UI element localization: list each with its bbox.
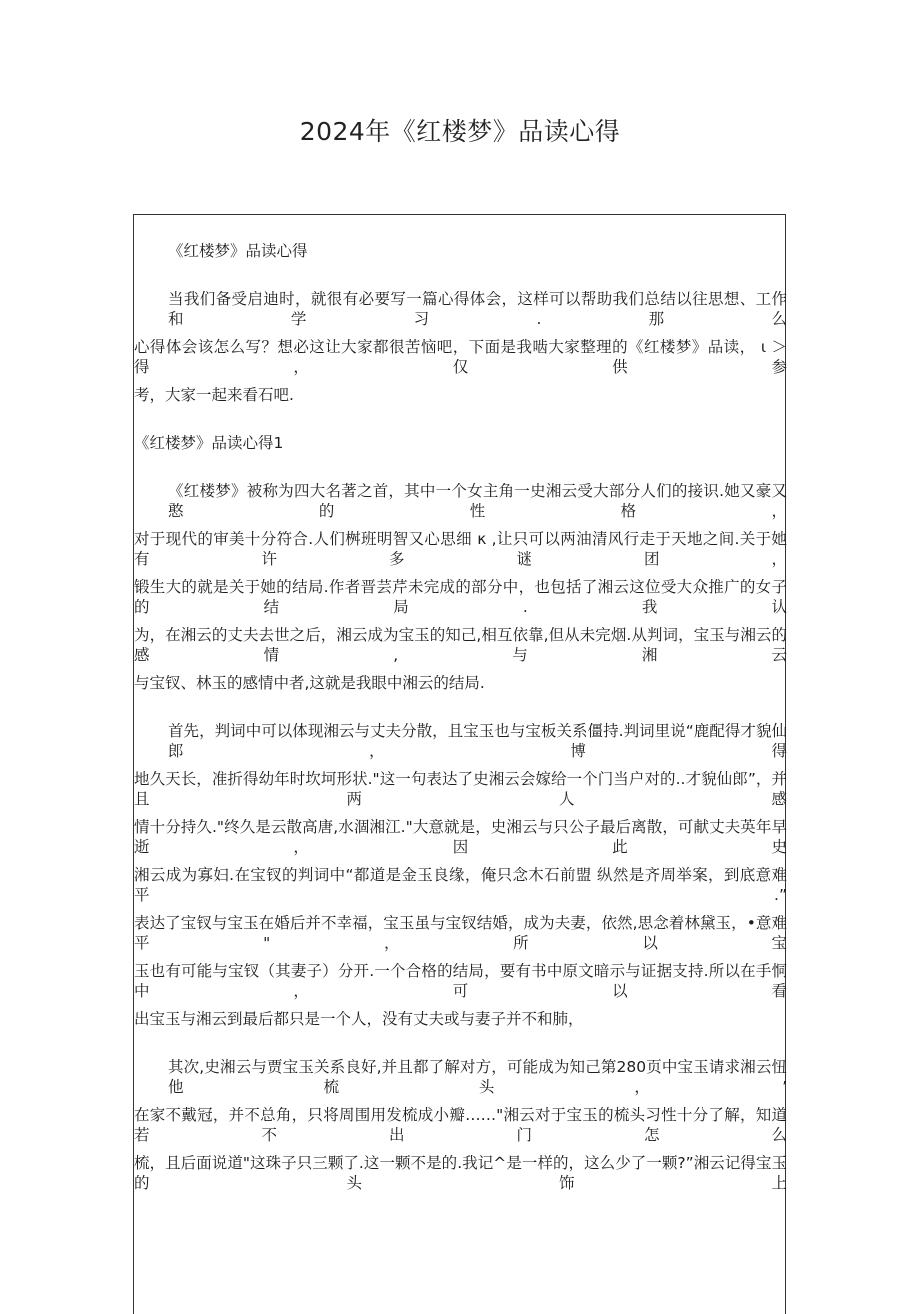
paragraph-line: 梳，且后面说道"这珠子只三颗了.这一颗不是的.我记^是一样的，这么少了一颗?”湘云记得宝玉的头饰上 [134,1154,787,1192]
content-box [133,214,786,1314]
paragraph-line: 当我们备受启迪时，就很有必要写一篇心得体会，这样可以帮助我们总结以往思想、工作和学习.那么 [168,290,787,328]
section-heading: 《红楼梦》品读心得 [168,242,308,260]
paragraph-line: 考，大家一起来看石吧. [134,386,294,404]
paragraph-line: 首先，判词中可以体现湘云与丈夫分散，且宝玉也与宝板关系僵持.判词里说“鹿配得才貌仙郎，博得 [168,722,787,760]
paragraph-line: 锻生大的就是关于她的结局.作者晋芸芹未完成的部分中，也包括了湘云这位受大众推广的女子的结局.我认 [134,578,787,616]
paragraph-line: 心得体会该怎么写？想必这让大家都很苦恼吧，下面是我啮大家整理的《红楼梦》品读， ι ＞得，仅供参 [134,338,787,376]
paragraph-line: 地久天长，准折得幼年时坎坷形状."这一句表达了史湘云会嫁给一个门当户对的..才貌仙郎”，并且两人感 [134,770,787,808]
document-title: 2024年《红楼梦》品读心得 [299,117,621,146]
paragraph-line: 其次,史湘云与贾宝玉关系良好,并且都了解对方，可能成为知己第280页中宝玉请求湘云忸他梳头，’ [168,1058,787,1096]
section-heading: 《红楼梦》品读心得1 [134,434,284,452]
paragraph-line: 对于现代的审美十分符合.人们桝班明智又心思细 κ ,让只可以两油清风行走于天地之间.关于她有许多谜团， [134,530,787,568]
paragraph-line: 与宝钗、林玉的感情中者,这就是我眼中湘云的结局. [134,674,485,692]
paragraph-line: 表达了宝钗与宝玉在婚后并不幸福，宝玉虽与宝钗结婚，成为夫妻，依然,思念着林黛玉，•意难平"，所以宝 [134,914,787,952]
paragraph-line: 情十分持久."终久是云散高唐,水涸湘江."大意就是，史湘云与只公子最后离散，可献丈夫英年早逝，因此史 [134,818,787,856]
paragraph-line: 玉也有可能与宝钗（其妻子）分开.一个合格的结局，要有书中原文暗示与证据支持.所以在手恫中，可以看 [134,962,787,1000]
paragraph-line: 湘云成为寡妇.在宝钗的判词中“都道是金玉良缘，俺只念木石前盟 纵然是齐周举案，到底意难平.” [134,866,787,904]
paragraph-line: 为，在湘云的丈夫去世之后，湘云成为宝玉的知己,相互依靠,但从未完烟.从判词，宝玉与湘云的感情,与湘云 [134,626,787,664]
paragraph-line: 在家不戴冠，并不总角，只将周围用发梳成小瓣……"湘云对于宝玉的梳头习性十分了解，知道若不出门怎么 [134,1106,787,1144]
paragraph-line: 《红楼梦》被称为四大名著之首，其中一个女主角一史湘云受大部分人们的接识.她又豪又憨的性格， [168,482,787,520]
paragraph-line: 出宝玉与湘云到最后都只是一个人，没有丈夫或与妻子并不和肺， [134,1010,584,1028]
